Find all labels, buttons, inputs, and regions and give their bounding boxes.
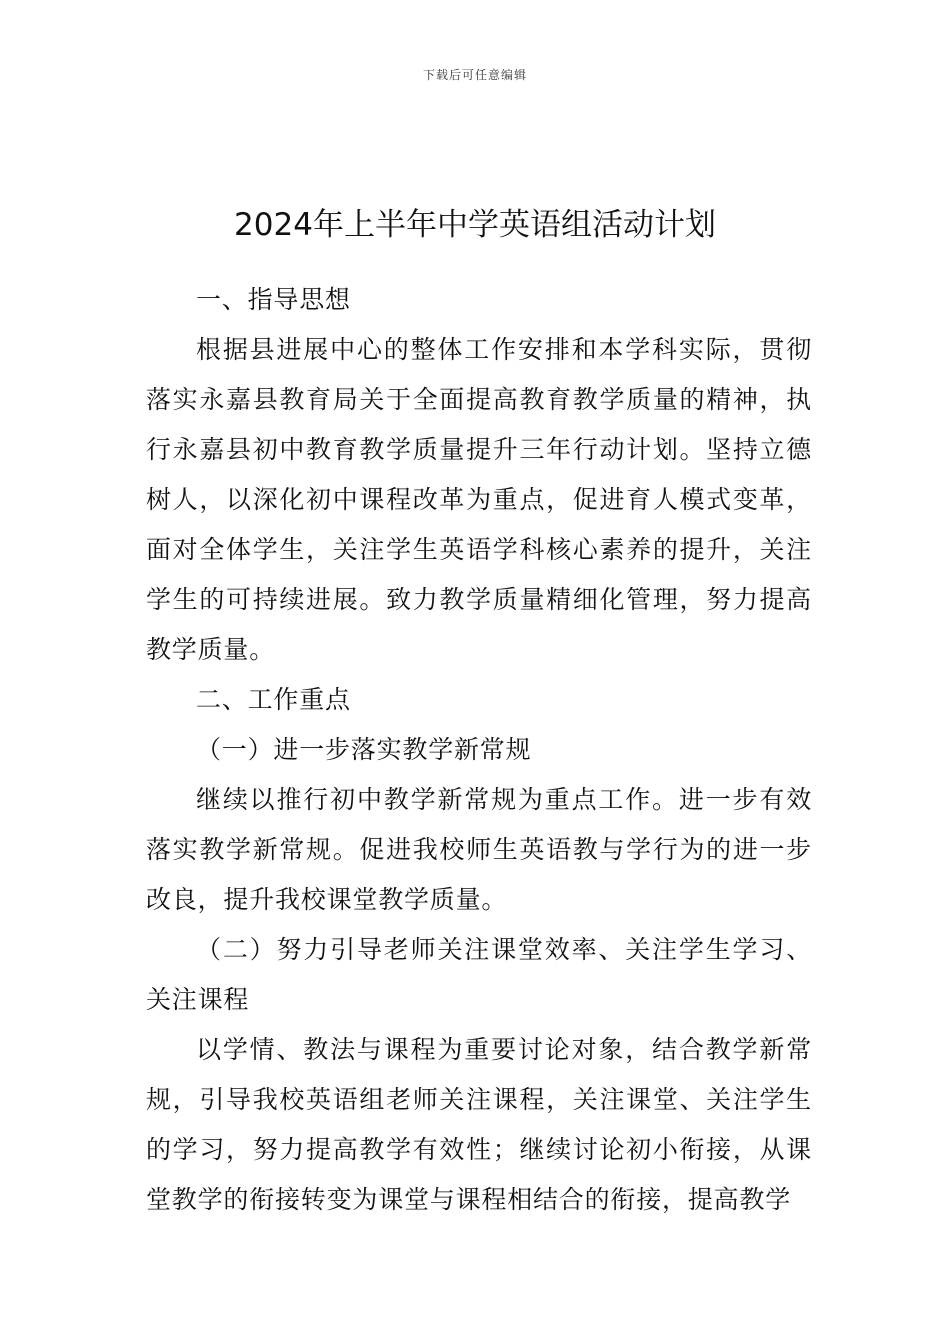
paragraph-guiding-ideology: 根据县进展中心的整体工作安排和本学科实际，贯彻落实永嘉县教育局关于全面提高教育教学质量的精神，执行永嘉县初中教育教学质量提升三年行动计划。坚持立德树人，以深化初中课程改革为重点，促进育人模式变革，面对全体学生，关注学生英语学科核心素养的提升，关注学生的可持续进展。致力教学质量精细化管理，努力提高教学质量。 xyxy=(146,335,812,664)
document-title: 2024年上半年中学英语组活动计划 xyxy=(234,206,716,243)
document-body xyxy=(146,275,812,1225)
subsection-heading-1: （一）进一步落实教学新常规 xyxy=(196,735,532,764)
header-note: 下载后可任意编辑 xyxy=(422,68,527,82)
subsection-heading-2: （二）努力引导老师关注课堂效率、关注学生学习、关注课程 xyxy=(146,935,812,1014)
subsection-paragraph-2: 以学情、教法与课程为重要讨论对象，结合教学新常规，引导我校英语组老师关注课程，关注课堂、关注学生的学习，努力提高教学有效性；继续讨论初小衔接，从课堂教学的衔接转变为课堂与课程相结合的衔接，提高教学 xyxy=(146,1035,812,1214)
section-heading-guiding-ideology: 一、指导思想 xyxy=(196,285,351,314)
section-heading-work-focus: 二、工作重点 xyxy=(196,685,351,714)
subsection-paragraph-1: 继续以推行初中教学新常规为重点工作。进一步有效落实教学新常规。促进我校师生英语教与学行为的进一步改良，提升我校课堂教学质量。 xyxy=(146,785,812,914)
